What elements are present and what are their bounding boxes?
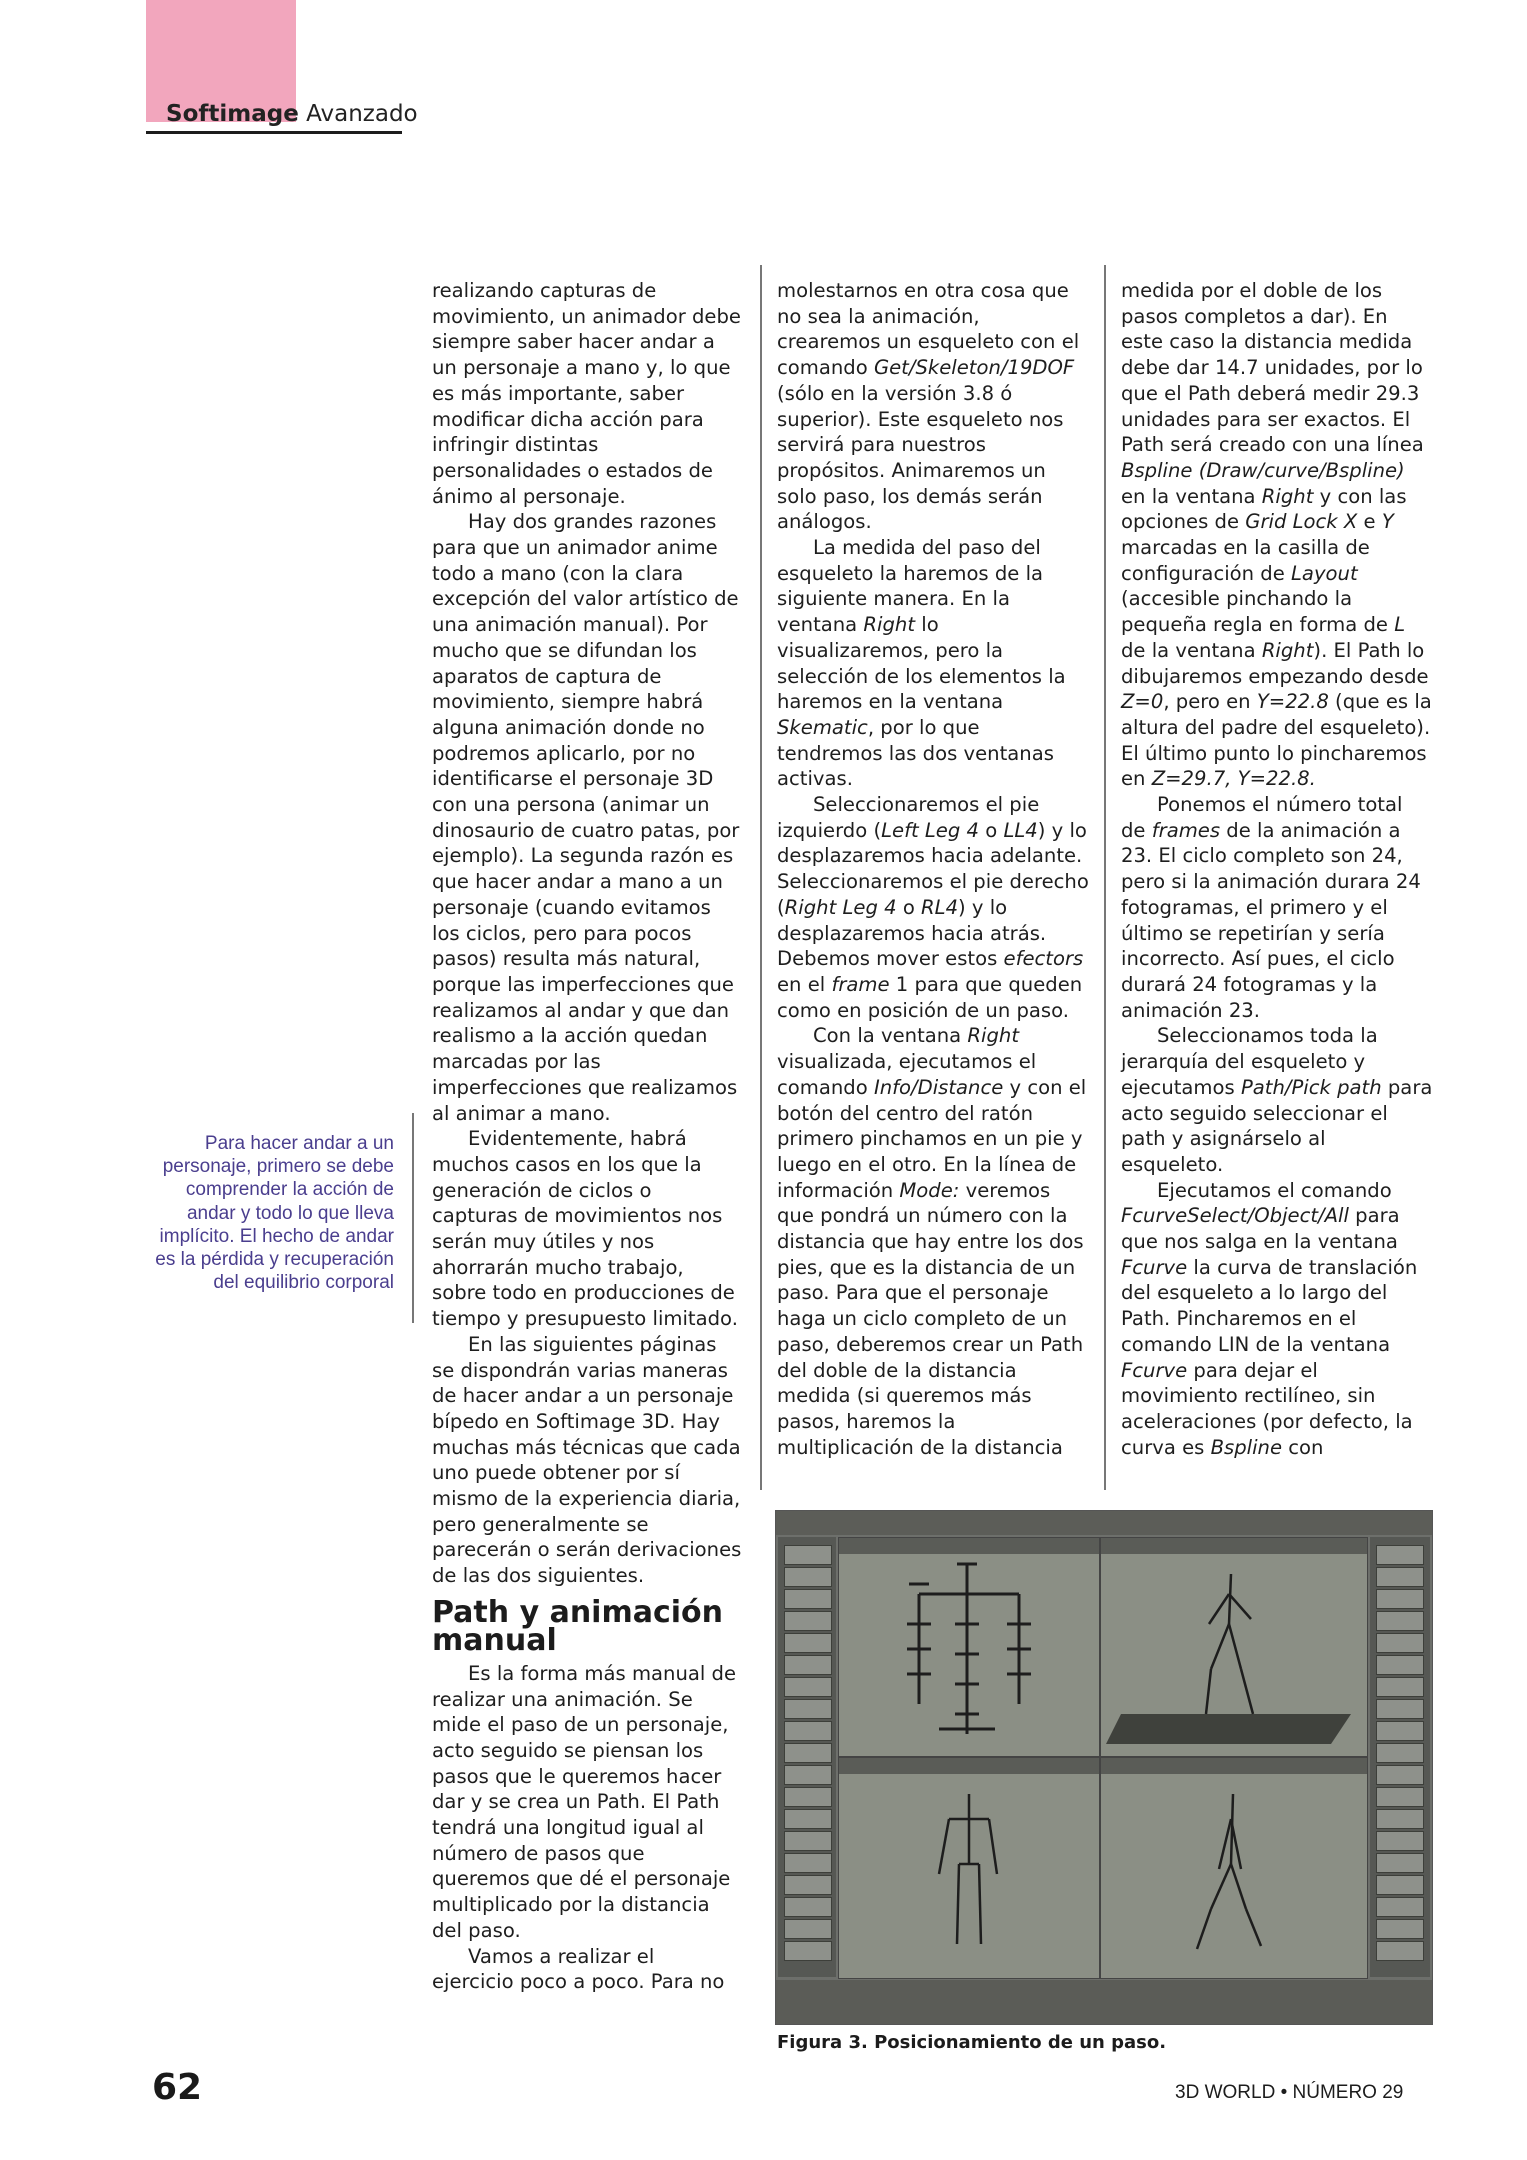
- paragraph: medida por el doble de los pasos completos a dar). En este caso la distancia medida debe dar 14.7 unidades, por lo que el Path deberá medir 29.3 unidades para ser exactos. El Path será creado con una línea Bspline (Draw/curve/Bspline) en la ventana Right y con las opciones de Grid Lock X e Y marcadas en la casilla de configuración de Layout (accesible pinchando la pequeña regla en forma de L de la ventana Right). El Path lo dibujaremos empezando desde Z=0, pero en Y=22.8 (que es la altura del padre del esqueleto). El último punto lo pincharemos en Z=29.7, Y=22.8.: [1121, 279, 1432, 791]
- paragraph: Ponemos el número total de frames de la animación a 23. El ciclo completo son 24, pero si la animación durara 24 fotogramas, el primero y el último se repetirían y sería incorrecto. Así pues, el ciclo durará 24 fotogramas y la animación 23.: [1121, 793, 1421, 1022]
- figure-softimage-screenshot: [775, 1510, 1433, 2025]
- viewport-schematic: [838, 1537, 1100, 1757]
- figure-left-menu: [778, 1537, 836, 1977]
- figure-bottom-bar: [776, 1980, 1432, 2024]
- section-heading: Path y animación manual: [432, 1594, 723, 1658]
- paragraph: En las siguientes páginas se dispondrán varias maneras de hacer andar a un personaje bípedo en Softimage 3D. Hay muchas más técnicas que cada uno puede obtener por sí mismo de la experiencia diaria, pero generalmente se parecerán o serán derivaciones de las dos siguientes.: [432, 1332, 742, 1588]
- paragraph: Seleccionaremos el pie izquierdo (Left Leg 4 o LL4) y lo desplazaremos hacia adelante. Seleccionaremos el pie derecho (Right Leg 4 o RL4) y lo desplazaremos hacia atrás. Debemos mover estos efectors en el frame 1 para que queden como en posición de un paso.: [777, 793, 1089, 1022]
- page-number: 62: [152, 2067, 203, 2108]
- paragraph: realizando capturas de movimiento, un animador debe siempre saber hacer andar a un personaje a mano y, lo que es más importante, saber modificar dicha acción para infringir distintas personalidades o estados de ánimo al personaje.: [432, 279, 741, 508]
- paragraph: Es la forma más manual de realizar una animación. Se mide el paso de un personaje, acto seguido se piensan los pasos que le queremos hacer dar y se crea un Path. El Path tendrá una longitud igual al número de pasos que queremos que dé el personaje multiplicado por la distancia del paso.: [432, 1661, 737, 1942]
- column-3: [1121, 278, 1433, 1460]
- magazine-issue: 3D WORLD • NÚMERO 29: [1175, 2082, 1404, 2103]
- figure-title-bar: [776, 1511, 1432, 1535]
- column-divider: [760, 265, 762, 1490]
- viewport-right: [1100, 1757, 1368, 1979]
- header-section: Avanzado: [306, 101, 418, 127]
- paragraph: La medida del paso del esqueleto la haremos de la siguiente manera. En la ventana Right lo visualizaremos, pero la selección de los elementos la haremos en la ventana Skematic, por lo que tendremos las dos ventanas activas.: [777, 536, 1066, 791]
- paragraph: Evidentemente, habrá muchos casos en los que la generación de ciclos o capturas de movimientos nos serán muy útiles y nos ahorrarán mucho trabajo, sobre todo en producciones de tiempo y presupuesto limitado.: [432, 1127, 738, 1331]
- skeleton-perspective-graphic: [1101, 1554, 1365, 1754]
- column-1: [432, 278, 742, 1995]
- skeleton-schematic-graphic: [839, 1554, 1097, 1754]
- figure-right-menu: [1370, 1537, 1430, 1977]
- column-divider: [1104, 265, 1106, 1490]
- paragraph: Ejecutamos el comando FcurveSelect/Object/All para que nos salga en la ventana Fcurve la curva de translación del esqueleto a lo largo del Path. Pincharemos en el comando LIN de la ventana Fcurve para dejar el movimiento rectilíneo, sin aceleraciones (por defecto, la curva es Bspline con: [1121, 1178, 1418, 1459]
- skeleton-front-graphic: [839, 1774, 1097, 1976]
- paragraph: Con la ventana Right visualizada, ejecutamos el comando Info/Distance y con el botón del centro del ratón primero pinchamos en un pie y luego en el otro. En la línea de información Mode: veremos que pondrá un número con la distancia que hay entre los dos pies, que es la distancia de un paso. Para que el personaje haga un ciclo completo de un paso, deberemos crear un Path del doble de la distancia medida (si queremos más pasos, haremos la multiplicación de la distancia: [777, 1024, 1087, 1459]
- paragraph: molestarnos en otra cosa que no sea la animación, crearemos un esqueleto con el comando Get/Skeleton/19DOF (sólo en la versión 3.8 ó superior). Este esqueleto nos servirá para nuestros propósitos. Animaremos un solo paso, los demás serán análogos.: [777, 279, 1080, 534]
- paragraph: Vamos a realizar el ejercicio poco a poco. Para no: [432, 1944, 725, 1994]
- skeleton-right-graphic: [1101, 1774, 1365, 1976]
- header-rule: [146, 131, 402, 134]
- column-2: [777, 278, 1089, 1460]
- viewport-perspective: [1100, 1537, 1368, 1757]
- paragraph: Hay dos grandes razones para que un animador anime todo a mano (con la clara excepción del valor artístico de una animación manual). Por mucho que se difundan los aparatos de captura de movimiento, siempre habrá alguna animación donde no podremos aplicarlo, por no identificarse el personaje 3D con una persona (animar un dinosaurio de cuatro patas, por ejemplo). La segunda razón es que hacer andar a mano a un personaje (cuando evitamos los ciclos, pero para pocos pasos) resulta más natural, porque las imperfecciones que realizamos al andar y que dan realismo a la acción quedan marcadas por las imperfecciones que realizamos al animar a mano.: [432, 510, 740, 1125]
- paragraph: Seleccionamos toda la jerarquía del esqueleto y ejecutamos Path/Pick path para acto seguido seleccionar el path y asignárselo al esqueleto.: [1121, 1024, 1433, 1176]
- caption-divider: [412, 1113, 414, 1323]
- sidebar-caption: Para hacer andar a un personaje, primero se debe comprender la acción de andar y todo lo que lleva implícito. El hecho de andar es la pérdida y recuperación del equilibrio corporal: [155, 1133, 394, 1294]
- viewport-front: [838, 1757, 1100, 1979]
- running-header: [166, 100, 418, 130]
- figure-caption: Figura 3. Posicionamiento de un paso.: [777, 2032, 1167, 2053]
- header-brand: Softimage: [166, 101, 299, 127]
